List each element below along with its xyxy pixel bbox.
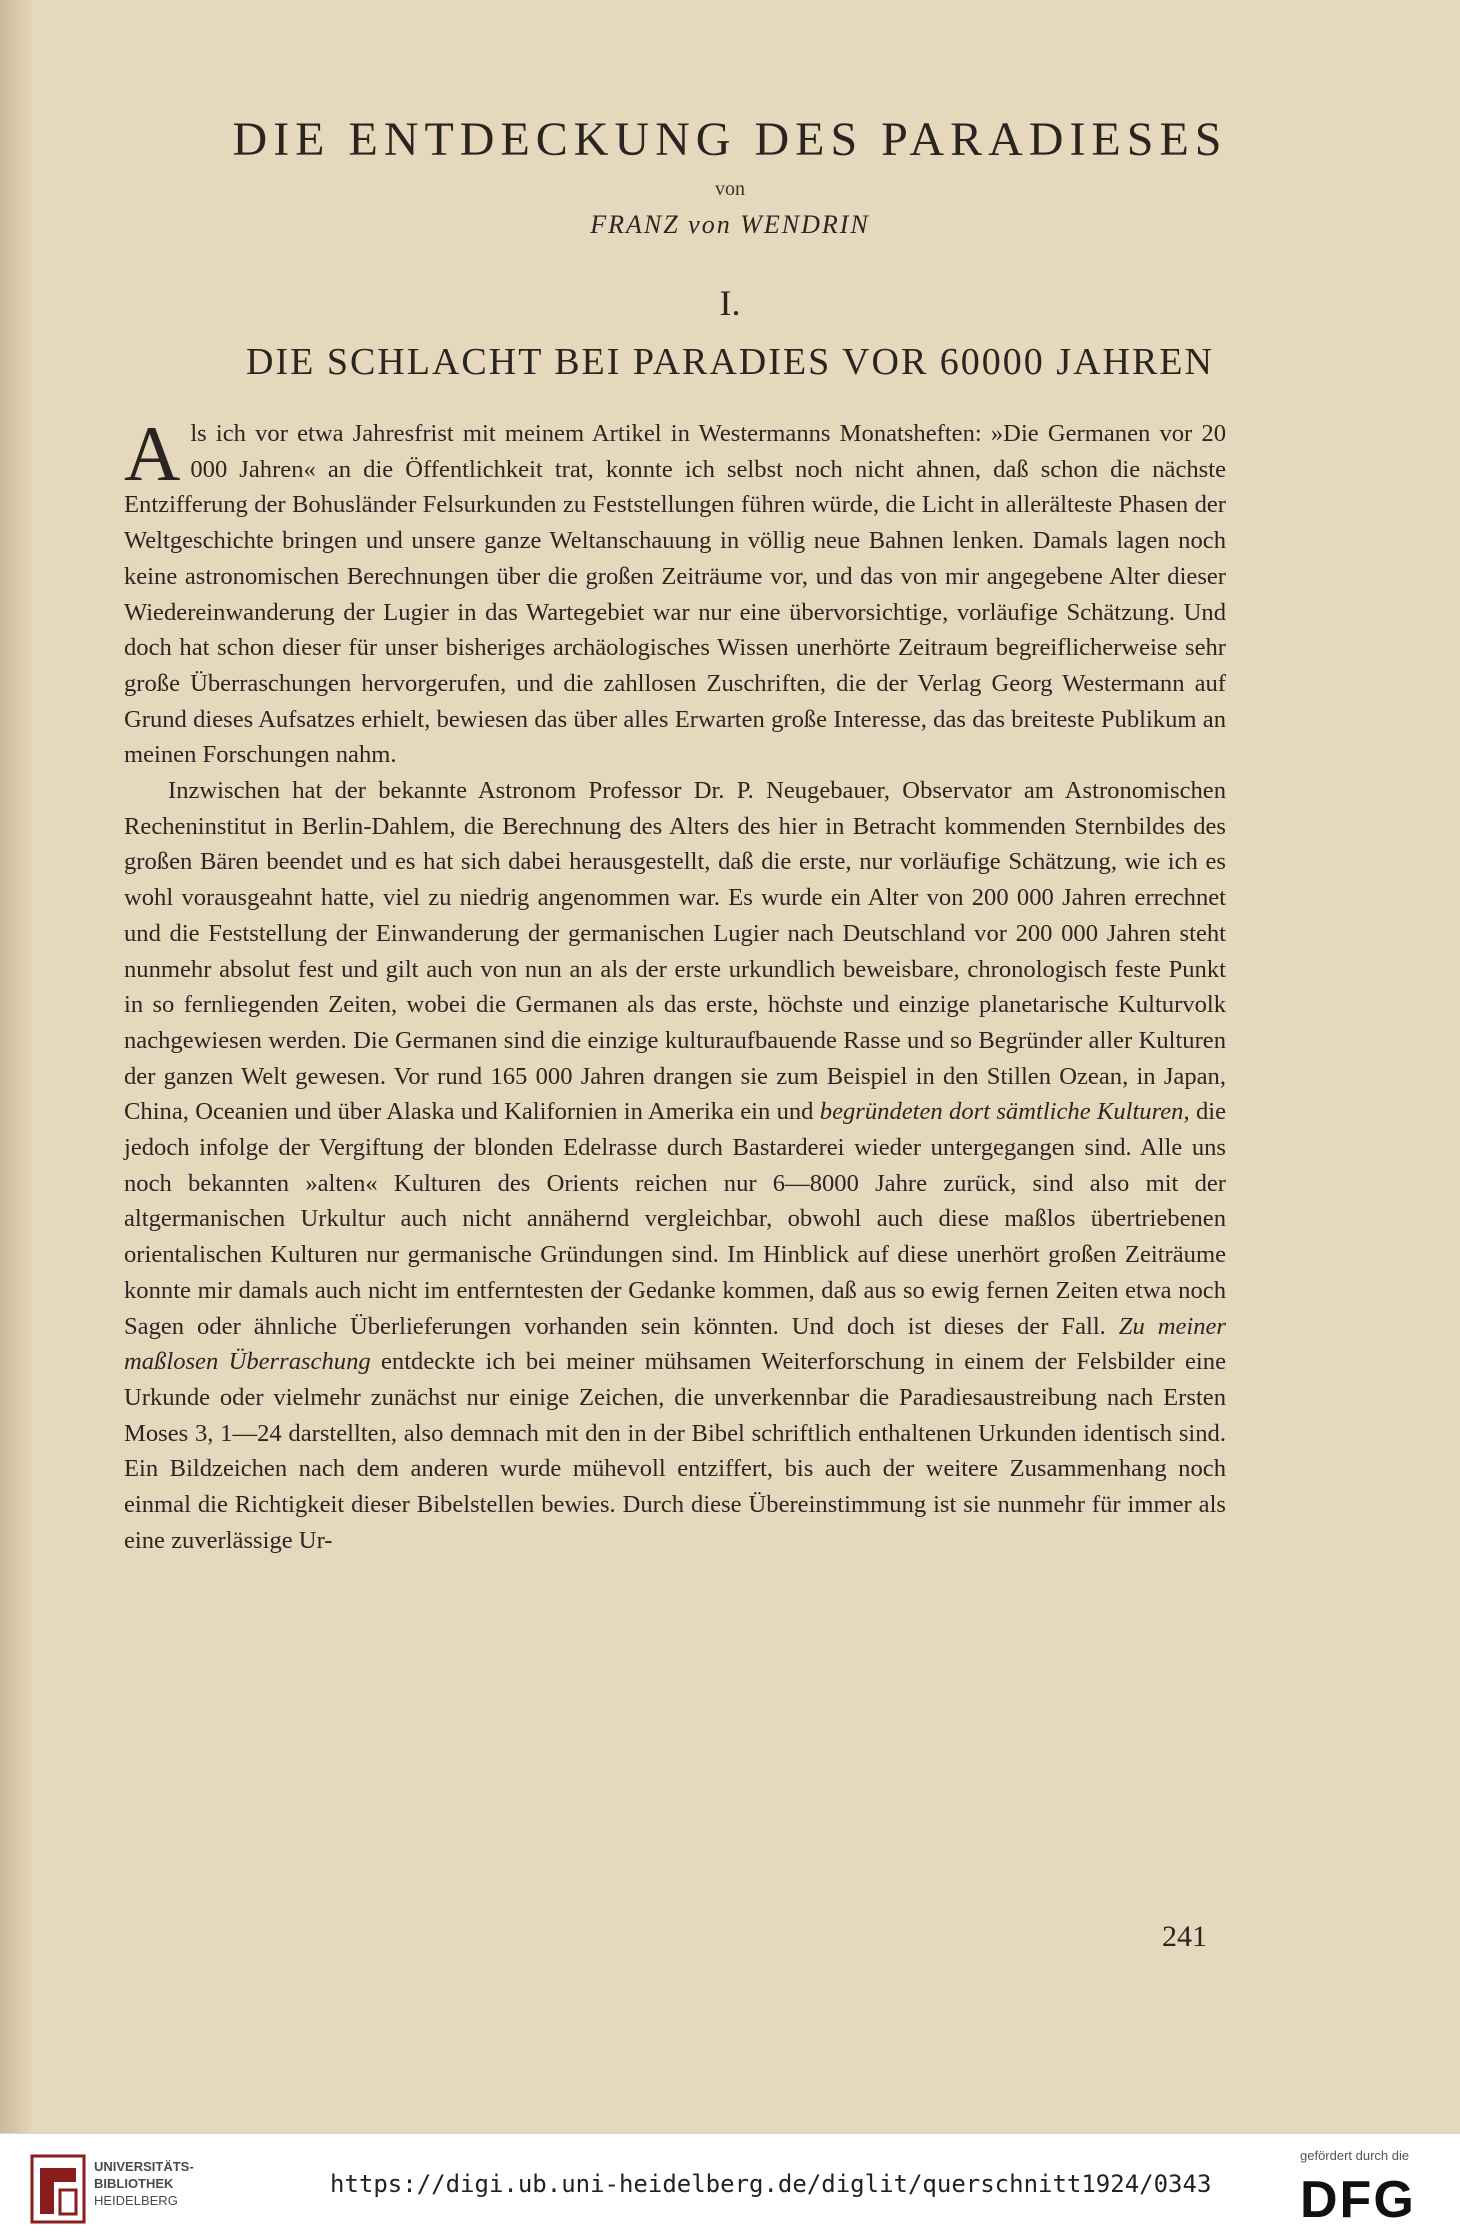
paragraph-2 bbox=[124, 773, 1226, 1558]
viewer-footer bbox=[0, 2133, 1460, 2239]
paragraph-2-italic: begründeten dort sämtliche Kulturen, bbox=[819, 1098, 1190, 1126]
paragraph-2-text-b: die jedoch infolge der Vergiftung der blonden Edelrasse durch Bastarderei wieder untergegangen sind. Alle uns noch bekannten »alten« Kulturen des Orients reichen nur 6—8000 Jahre zurück, sind also mit der altgermanischen Urkultur auch nicht annähernd vergleichbar, obwohl auch diese maßlos übertriebenen orientalischen Kulturen nur germanische Gründungen sind. Im Hinblick auf diese unerhört großen Zeiträume konnte mir damals auch nicht im entferntesten der Gedanke kommen, daß aus so ewig fernen Zeiten etwa noch Sagen oder ähnliche Überlieferungen vorhanden sein könnten. Und doch ist dieses der Fall. bbox=[124, 1098, 1226, 1340]
dfg-logo: DFG bbox=[1300, 2171, 1416, 2229]
drop-cap: A bbox=[124, 410, 181, 497]
permalink-url[interactable]: https://digi.ub.uni-heidelberg.de/diglit/querschnitt1924/0343 bbox=[330, 2170, 1212, 2198]
author-name: FRANZ von WENDRIN bbox=[590, 210, 870, 239]
section-title: DIE SCHLACHT BEI PARADIES VOR 60000 JAHREN bbox=[246, 341, 1214, 383]
page-number: 241 bbox=[1162, 1920, 1207, 1953]
paragraph-1-text: ls ich vor etwa Jahresfrist mit meinem Artikel in Westermanns Monatsheften: »Die Germanen vor 20 000 Jahren« an die Öffentlichkeit trat, konnte ich selbst noch nicht ahnen, daß schon die nächste Entzifferung der Bohusländer Felsurkunden zu Feststellungen führen würde, die Licht in allerälteste Phasen der Weltgeschichte bringen und unsere ganze Weltanschauung in völlig neue Bahnen lenken. Damals lagen noch keine astronomischen Berechnungen über die großen Zeiträume vor, und das von mir angegebene Alter dieser Wiedereinwanderung der Lugier in das Wartegebiet war nur eine übervorsichtige, vorläufige Schätzung. Und doch hat schon dieser für unser bisheriges archäologisches Wissen unerhörte Zeitraum begreiflicherweise sehr große Überraschungen hervorgerufen, und die zahllosen Zuschriften, die der Verlag Georg Westermann auf Grund dieses Aufsatzes erhielt, bewiesen das über alles Erwarten große Interesse, das das breiteste Publikum an meinen Forschungen nahm. bbox=[124, 420, 1226, 769]
library-name-line-2: BIBLIOTHEK bbox=[94, 2176, 174, 2191]
paragraph-1 bbox=[124, 410, 1226, 773]
paragraph-2-italic-2: Zu meiner maßlosen Überraschung bbox=[124, 1312, 1227, 1376]
funding-note: gefördert durch die bbox=[1300, 2148, 1410, 2163]
library-name-line-3: HEIDELBERG bbox=[94, 2193, 178, 2208]
library-name bbox=[94, 2158, 194, 2209]
paragraph-2-text-a: Inzwischen hat der bekannte Astronom Professor Dr. P. Neugebauer, Observator am Astronomischen Recheninstitut in Berlin-Dahlem, die Berechnung des Alters des hier in Betracht kommenden Sternbildes des großen Bären beendet und es hat sich dabei herausgestellt, daß die erste, nur vorläufige Schätzung, wie ich es wohl vorausgeahnt hatte, viel zu niedrig angenommen war. Es wurde ein Alter von 200 000 Jahren errechnet und die Feststellung der Einwanderung der germanischen Lugier nach Deutschland vor 200 000 Jahren steht nunmehr absolut fest und gilt auch von nun an als der erste urkundlich beweisbare, chronologisch feste Punkt in so fernliegenden Zeiten, wobei die Germanen als das erste, höchste und einzige planetarische Kulturvolk nachgewiesen werden. Die Germanen sind die einzige kulturaufbauende Rasse und so Begründer aller Kulturen der ganzen Welt gewesen. Vor rund 165 000 Jahren drangen sie zum Beispiel in den Stillen Ozean, in Japan, China, Oceanien und über Alaska und Kalifornien in Amerika ein und bbox=[124, 777, 1226, 1126]
library-name-line-1: UNIVERSITÄTS- bbox=[94, 2159, 194, 2174]
byline-von: von bbox=[715, 178, 745, 200]
university-library-logo bbox=[30, 2154, 86, 2224]
article-title: DIE ENTDECKUNG DES PARADIESES bbox=[232, 113, 1228, 166]
article-body bbox=[124, 410, 1227, 1559]
section-numeral: I. bbox=[719, 283, 741, 323]
paragraph-2-text-c: entdeckte ich bei meiner mühsamen Weiterforschung in einem der Felsbilder eine Urkunde oder vielmehr zunächst nur einige Zeichen, die unverkennbar die Paradiesaustreibung nach Ersten Moses 3, 1—24 darstellten, also demnach mit den in der Bibel schriftlich enthaltenen Urkunden identisch sind. Ein Bildzeichen nach dem anderen wurde mühevoll entziffert, bis auch der weitere Zusammenhang noch einmal die Richtigkeit dieser Bibelstellen bewies. Durch diese Übereinstimmung ist sie nunmehr für immer als eine zuverlässige Ur- bbox=[124, 1348, 1226, 1554]
